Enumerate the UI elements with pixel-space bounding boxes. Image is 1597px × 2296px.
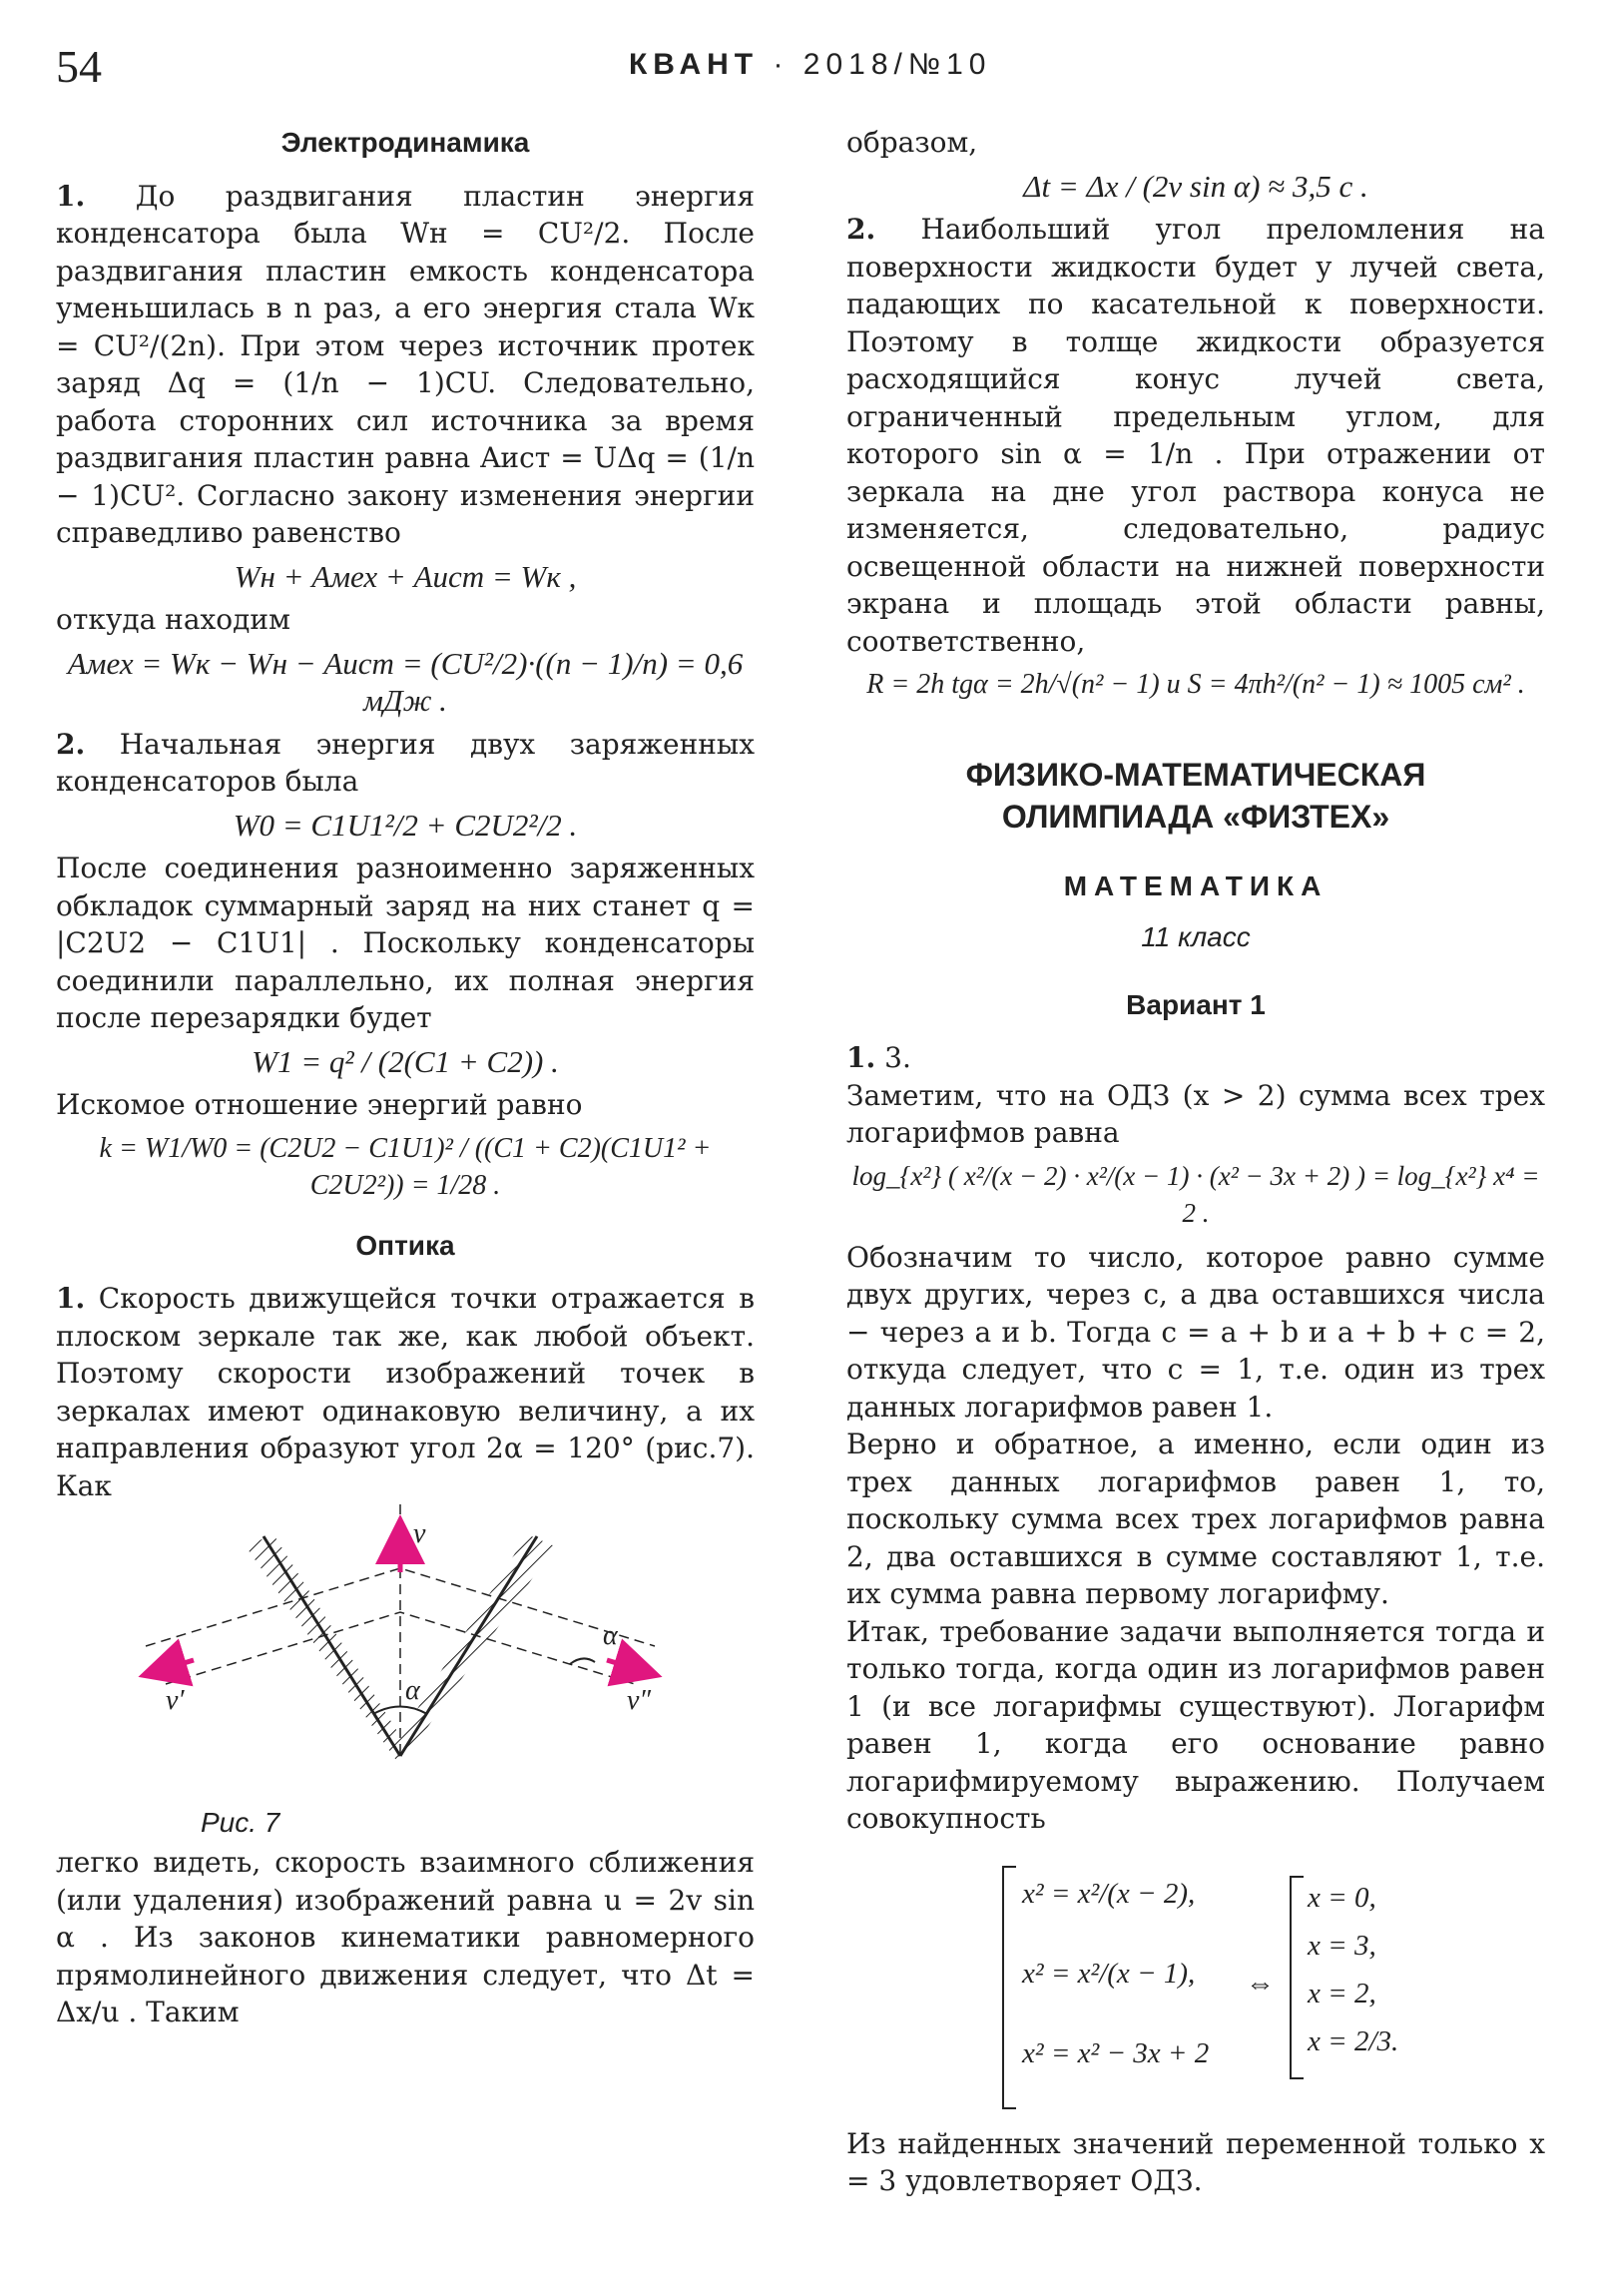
- problem-number: 1.: [56, 179, 86, 213]
- formula: log_{x²} ( x²/(x − 2) · x²/(x − 1) · (x² − 3x + 2) ) = log_{x²} x⁴ = 2 .: [851, 1160, 1540, 1228]
- figure-7: [56, 1504, 755, 1844]
- paragraph: Начальная энергия двух заряженных конденсаторов была: [56, 727, 756, 798]
- problem-e2: [56, 726, 755, 801]
- grade-label: 11 класс: [1141, 921, 1251, 952]
- system-bracket-right: [1290, 1876, 1304, 2079]
- journal-title: [629, 48, 991, 82]
- paragraph: образом,: [846, 126, 978, 159]
- math-title: МАТЕМАТИКА: [1063, 869, 1329, 901]
- figure-caption: Рис. 7: [201, 1807, 280, 1838]
- solution-line: x = 2/3.: [1308, 2024, 1399, 2057]
- equation-system: [846, 1856, 1545, 2115]
- problem-number: 1.: [846, 1041, 876, 1074]
- label-v-prime: v′: [166, 1685, 185, 1716]
- paragraph: Обозначим то число, которое равно сумме двух других, через c, а два оставшихся числа − через a и b. Тогда c = a + b и a + b + c = 2, откуда следует, что c = 1, т.е. один из трех данных логарифмов равен 1.: [846, 1240, 1545, 1424]
- system-line: x² = x²/(x − 1),: [1022, 1957, 1196, 1990]
- solution-line: x = 3,: [1308, 1929, 1376, 1962]
- right-column: [846, 124, 1545, 2200]
- right-mirror-hatching: [400, 1534, 555, 1766]
- section-electrodynamics: Электродинамика: [280, 127, 530, 158]
- formula: Δt = Δx / (2v sin α) ≈ 3,5 с .: [1023, 168, 1368, 204]
- olympiad-title-line-1: ФИЗИКО-МАТЕМАТИЧЕСКАЯ: [965, 756, 1426, 793]
- formula: Aмех = Wк − Wн − Aист = (CU²/2)·((n − 1)/n) = 0,6 мДж .: [67, 645, 744, 718]
- left-column: [56, 118, 755, 2031]
- paragraph: Наибольший угол преломления на поверхности жидкости будет у лучей света, падающих по касательной к поверхности. Поэтому в толще жидкости образуется расходящийся конус лучей света, ограниченный предельным углом, для которого sin α = 1/n . При отражении от зеркала на дне угол раствора конуса не изменяется, следовательно, радиус освещенной области на нижней поверхности экрана и площадь этой области равны, соответственно,: [846, 213, 1545, 658]
- solution-line: x = 2,: [1308, 1977, 1376, 2009]
- paragraph: Скорость движущейся точки отражается в плоском зеркале так же, как любой объект. Поэтому скорости изображений точек в зеркалах имеют одинаковую величину, а их направления образуют угол 2α = 120° (рис.7). Как: [56, 1282, 756, 1502]
- system-bracket-left: [1002, 1866, 1016, 2109]
- paragraph: Итак, требование задачи выполняется тогда и только тогда, когда один из логарифмов равен 1 (и все логарифмы существуют). Логарифм равен 1, когда его основание равно логарифмируемому выражению. Получаем совокупность: [846, 1614, 1545, 1835]
- problem-number: 1.: [56, 1282, 86, 1315]
- page-number: 54: [56, 41, 102, 92]
- formula: W0 = C1U1²/2 + C2U2²/2 .: [233, 807, 578, 843]
- formula: W1 = q² / (2(C1 + C2)) .: [252, 1043, 559, 1079]
- journal-issue: · 2018/№10: [773, 48, 992, 81]
- problem-m1: [846, 1039, 1545, 1077]
- olympiad-title-line-2: ОЛИМПИАДА «ФИЗТЕХ»: [1001, 798, 1390, 835]
- formula: Wн + Aмех + Aист = Wк ,: [234, 558, 577, 594]
- paragraph: После соединения разноименно заряженных обкладок суммарный заряд на них станет q = |C2U2 − C1U1| . Поскольку конденсаторы соединили параллельно, их полная энергия после перезарядки будет: [56, 852, 755, 1034]
- paragraph: откуда находим: [56, 603, 290, 636]
- paragraph: легко видеть, скорость взаимного сближения (или удаления) изображений равна u = 2v sin α . Из законов кинематики равномерного прямолинейного движения следует, что Δt = Δx/u . Таким: [56, 1846, 755, 2028]
- variant-title: Вариант 1: [1126, 988, 1266, 1020]
- problem-o2: [846, 211, 1545, 660]
- system-line: x² = x²/(x − 2),: [1022, 1877, 1196, 1910]
- paragraph: Искомое отношение энергий равно: [56, 1088, 583, 1121]
- journal-name: КВАНТ: [629, 48, 760, 81]
- label-alpha-bottom: α: [405, 1675, 420, 1706]
- formula: R = 2h tgα = 2h/√(n² − 1) и S = 4πh²/(n² − 1) ≈ 1005 см² .: [866, 669, 1525, 700]
- mirror-diagram: [56, 1504, 755, 1844]
- system-line: x² = x² − 3x + 2: [1022, 2036, 1210, 2069]
- formula: k = W1/W0 = (C2U2 − C1U1)² / ((C1 + C2)(C1U1² + C2U2²)) = 1/28 .: [99, 1132, 712, 1201]
- label-alpha-right: α: [603, 1620, 618, 1651]
- problem-number: 2.: [56, 727, 86, 761]
- page-header: [0, 40, 1597, 100]
- problem-number: 2.: [846, 213, 876, 246]
- label-v: v: [413, 1518, 426, 1549]
- equivalence-sign: ⇔: [1246, 1967, 1275, 2000]
- solution-line: x = 0,: [1308, 1881, 1376, 1914]
- paragraph: Из найденных значений переменной только x = 3 удовлетворяет ОДЗ.: [846, 2126, 1545, 2197]
- paragraph: Заметим, что на ОДЗ (x > 2) сумма всех трех логарифмов равна: [846, 1078, 1545, 1149]
- velocity-v2-arrow: [607, 1660, 653, 1674]
- velocity-v1-arrow: [148, 1660, 194, 1674]
- left-mirror: [264, 1536, 400, 1756]
- answer: 3.: [884, 1041, 911, 1074]
- problem-e1: [56, 178, 755, 552]
- paragraph: До раздвигания пластин энергия конденсатора была Wн = CU²/2. После раздвигания пластин емкость конденсатора уменьшилась в n раз, а его энергия стала Wк = CU²/(2n). При этом через источник протек заряд Δq = (1/n − 1)CU. Следовательно, работа сторонних сил источника за время раздвигания пластин равна Aист = UΔq = (1/n − 1)CU². Согласно закону изменения энергии справедливо равенство: [56, 179, 756, 549]
- problem-o1: [56, 1280, 755, 1504]
- label-v-double-prime: v″: [627, 1685, 652, 1716]
- section-optics: Оптика: [355, 1229, 455, 1261]
- paragraph: Верно и обратное, а именно, если один из трех данных логарифмов равен 1, то, поскольку сумма всех трех логарифмов равна 2, два оставшихся в сумме составляют 1, т.е. их сумма равна первому логарифму.: [846, 1428, 1545, 1610]
- angle-arc-right: [570, 1658, 595, 1664]
- left-mirror-hatching: [246, 1534, 400, 1766]
- right-mirror: [400, 1536, 537, 1756]
